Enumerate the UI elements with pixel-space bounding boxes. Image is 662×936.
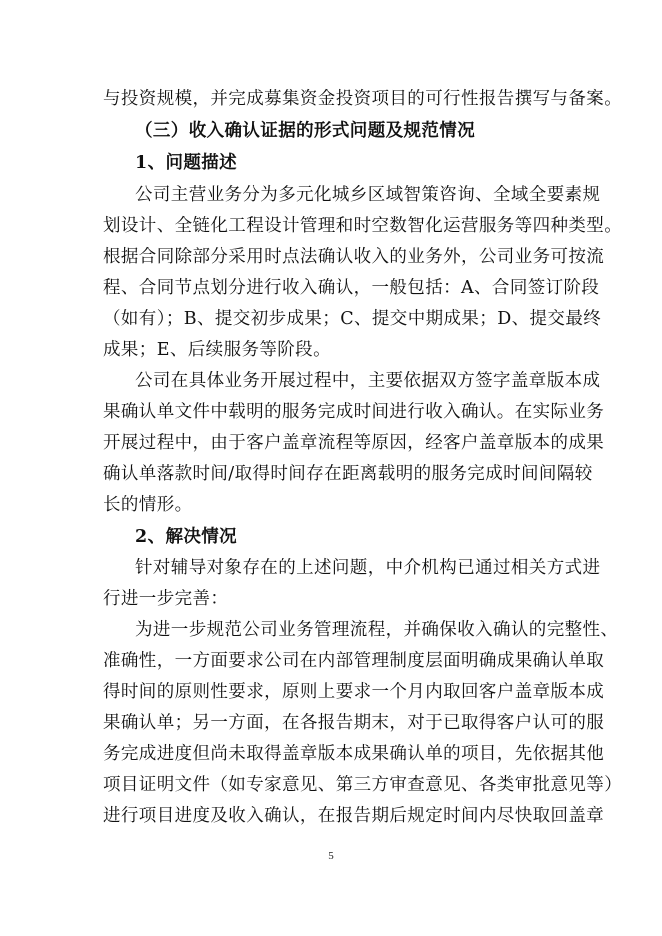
text-line: 程、合同节点划分进行收入确认，一般包括：A、合同签订阶段 (103, 278, 600, 298)
text-line: 为进一步规范公司业务管理流程，并确保收入确认的完整性、 (135, 620, 619, 640)
text-line: 确认单落款时间/取得时间存在距离载明的服务完成时间间隔较 (103, 464, 593, 484)
text-line: 项目证明文件（如专家意见、第三方审查意见、各类审批意见等） (103, 775, 623, 795)
text-line: 进行项目进度及收入确认，在报告期后规定时间内尽快取回盖章 (103, 806, 605, 826)
subsection-heading: 2、解决情况 (135, 527, 238, 547)
subsection-heading: 1、问题描述 (135, 153, 238, 173)
text-line: 公司主营业务分为多元化城乡区域智策咨询、全域全要素规 (135, 185, 601, 205)
text-line: 果确认单；另一方面，在各报告期末，对于已取得客户认可的服 (103, 713, 605, 733)
text-line: 长的情形。 (103, 495, 193, 515)
page-number: 5 (328, 850, 334, 862)
section-heading: （三）收入确认证据的形式问题及规范情况 (135, 121, 476, 141)
text-line: 根据合同除部分采用时点法确认收入的业务外，公司业务可按流 (103, 247, 605, 267)
text-line: 成果；E、后续服务等阶段。 (103, 340, 331, 360)
text-line: 与投资规模，并完成募集资金投资项目的可行性报告撰写与备案。 (103, 89, 623, 109)
text-line: 准确性，一方面要求公司在内部管理制度层面明确成果确认单取 (103, 651, 605, 671)
text-line: 公司在具体业务开展过程中，主要依据双方签字盖章版本成 (135, 371, 601, 391)
text-line: 果确认单文件中载明的服务完成时间进行收入确认。在实际业务 (103, 402, 605, 422)
text-line: 针对辅导对象存在的上述问题，中介机构已通过相关方式进 (135, 558, 601, 578)
text-line: 开展过程中，由于客户盖章流程等原因，经客户盖章版本的成果 (103, 433, 605, 453)
text-line: 行进一步完善： (103, 589, 229, 609)
text-line: 得时间的原则性要求，原则上要求一个月内取回客户盖章版本成 (103, 682, 605, 702)
text-line: （如有）；B、提交初步成果；C、提交中期成果；D、提交最终 (103, 309, 602, 329)
text-line: 划设计、全链化工程设计管理和时空数智化运营服务等四种类型。 (103, 216, 623, 236)
text-line: 务完成进度但尚未取得盖章版本成果确认单的项目，先依据其他 (103, 744, 605, 764)
